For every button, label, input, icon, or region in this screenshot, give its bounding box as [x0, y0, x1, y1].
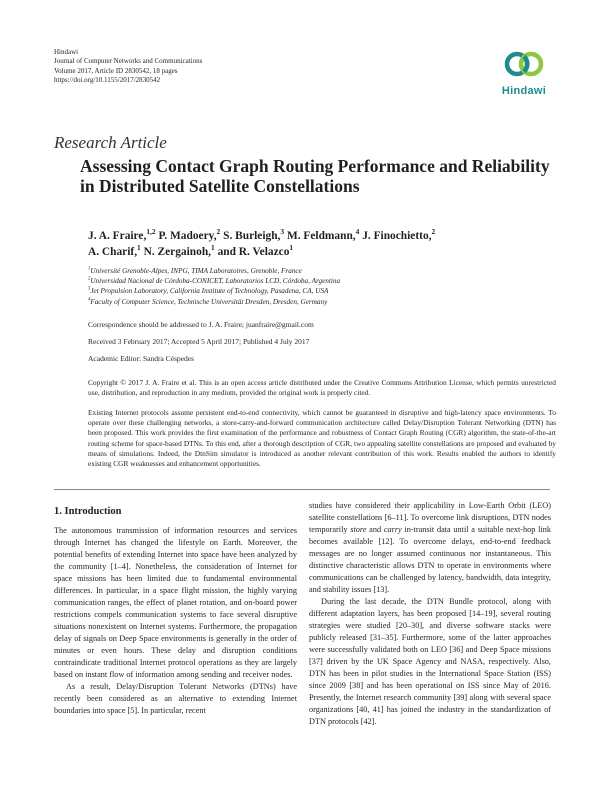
paragraph: As a result, Delay/Disruption Tolerant Networks (DTNs) have recently been considered as an alternative to extending Internet boundaries into space [5]. In particular, recent: [54, 682, 297, 715]
paragraph: The autonomous transmission of information resources and services through Internet has changed the lifestyle on Earth. Moreover, the potential benefits of extending Internet into space have been analyzed by the community [1–4]. Nonetheless, the consideration of Internet for space missions has been limited due to fundamental environmental differences. In particular, in a space flight mission, the highly varying communication ranges, the effect of planet rotation, and on-board power restrictions compels communication systems to face several disruptive situations nonexistent on Internet systems. Furthermore, the propagation delay of signals on Deep Space environments is generally in the order of minutes or even hours. These delay and disruption conditions contraindicate traditional Internet protocol operations as they are largely based on instant flow of information among sending and receiver nodes.: [54, 526, 297, 679]
author[interactable]: J. A. Fraire,$^{1,2}$: [88, 227, 156, 242]
divider: [54, 489, 550, 490]
author-list: [88, 228, 558, 260]
author[interactable]: and R. Velazco$^1$: [217, 243, 294, 258]
hindawi-logo: [497, 50, 551, 97]
section-heading: 1. Introduction: [54, 506, 122, 517]
journal-header: [54, 48, 202, 86]
copyright-notice: Copyright © 2017 J. A. Fraire et al. This is an open access article distributed under the Creative Commons Attribution License, which permits unrestricted use, distribution, and reproduction in any medium, provided the original work is properly cited.: [88, 378, 556, 398]
author[interactable]: M. Feldmann,$^4$: [286, 227, 360, 242]
paragraph: During the last decade, the DTN Bundle protocol, along with different adaptation layers, has been proposed [14–19], several routing strategies were studied [20–30], and diverse software stacks were publicly released [31–35]. Furthermore, some of the latter approaches were successfully validated both on LEO [36] and Deep Space missions [37] driven by the UK Space Agency and NASA, respectively. Also, DTN has been in pilot studies in the International Space Station (ISS) since 2009 [38] and has been operational on ISS since May of 2016. Presently, the Internet research community [39] along with several space organizations [40, 41] has joined the industry in the standardization of DTN protocols [42].: [309, 597, 551, 726]
article-title: Assessing Contact Graph Routing Performance and Reliability in Distributed Satellite Constellations: [80, 156, 550, 196]
correspondence: Correspondence should be addressed to J. A. Fraire; juanfraire@gmail.com: [88, 320, 314, 329]
author[interactable]: S. Burleigh,$^3$: [223, 227, 285, 242]
doi-link[interactable]: https://doi.org/10.1155/2017/2830542: [54, 76, 161, 85]
publisher-name: Hindawi: [54, 48, 79, 56]
logo-text: Hindawi: [501, 85, 547, 97]
left-column: [54, 525, 297, 717]
affiliations: [88, 266, 558, 307]
author[interactable]: A. Charif,$^1$: [88, 243, 141, 258]
dates: Received 3 February 2017; Accepted 5 April 2017; Published 4 July 2017: [88, 337, 310, 346]
affiliation: $^2$Universidad Nacional de Córdoba-CONICET, Laboratorios LCD, Córdoba, Argentina: [88, 276, 341, 286]
academic-editor: Academic Editor: Sandra Céspedes: [88, 354, 195, 363]
author[interactable]: J. Finochietto,$^2$: [362, 227, 436, 242]
volume-line: Volume 2017, Article ID 2830542, 18 pages: [54, 66, 178, 75]
author[interactable]: N. Zergainoh,$^1$: [143, 243, 215, 258]
affiliation: $^4$Faculty of Computer Science, Technische Universität Dresden, Dresden, Germany: [88, 297, 328, 306]
paragraph: studies have considered their applicability in Low-Earth Orbit (LEO) satellite constellations [6–11]. To overcome link disruptions, DTN nodes temporarily store and carry in-transit data until a suitable next-hop link becomes available [12]. To overcome delays, end-to-end feedback messages are no longer assumed continuous nor instantaneous. This distinctive characteristic allows DTN to operate in environments where communications can be challenged by latency, bandwidth, data integrity, and stability issues [13].: [309, 501, 551, 594]
article-type: Research Article: [54, 133, 167, 152]
abstract: Existing Internet protocols assume persistent end-to-end connectivity, which cannot be guaranteed in disruptive and high-latency space environments. To operate over these challenging networks, a store-carry-and-forward communication architecture called Delay/Disruption Tolerant Networking (DTN) has been proposed. This work provides the first examination of the performance and robustness of Contact Graph Routing (CGR) algorithm, the state-of-the-art routing scheme for space-based DTNs. To this end, after a thorough description of CGR, two appealing satellite constellations are proposed and evaluated by means of simulations. Indeed, the DtnSim simulator is introduced as another relevant contribution of this work. Results enabled the authors to identify existing CGR weaknesses and enhancement opportunities.: [88, 408, 556, 469]
hindawi-logo-icon: [504, 50, 544, 84]
affiliation: $^1$Université Grenoble-Alpes, INPG, TIMA Laboratoires, Grenoble, France: [88, 266, 302, 275]
journal-name: Journal of Computer Networks and Communications: [54, 57, 203, 66]
affiliation: $^3$Jet Propulsion Laboratory, California Institute of Technology, Pasadena, CA, USA: [88, 287, 329, 296]
author[interactable]: P. Madoery,$^2$: [158, 227, 221, 242]
right-column: [309, 500, 551, 728]
